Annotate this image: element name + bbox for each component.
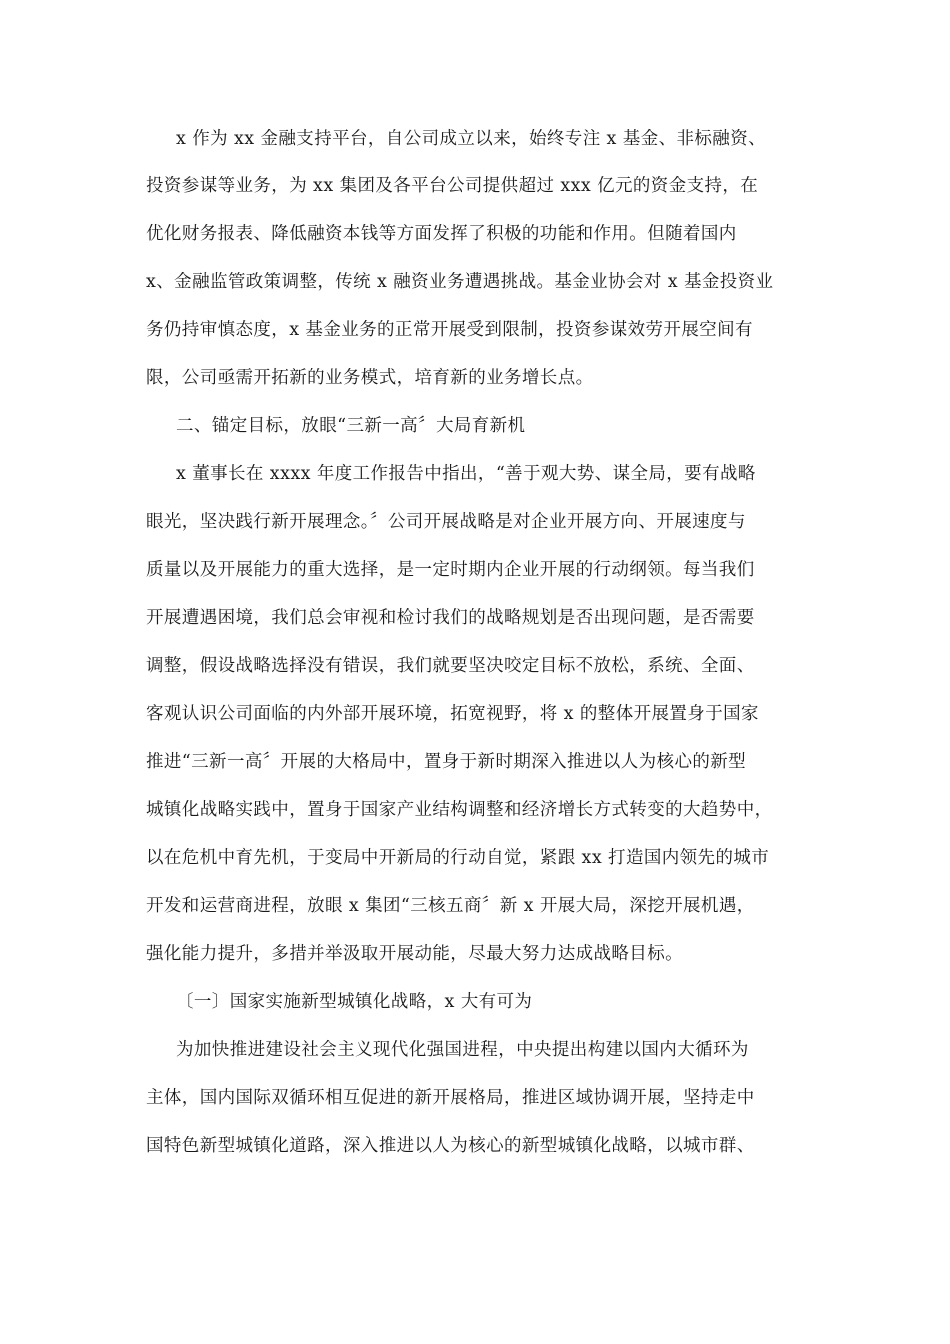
paragraph-line: 质量以及开展能力的重大选择，是一定时期内企业开展的行动纲领。每当我们 [146,560,755,580]
paragraph-line: 开发和运营商进程，放眼 x 集团“三核五商〞新 x 开展大局，深挖开展机遇， [146,896,755,916]
paragraph-line: 限，公司亟需开拓新的业务模式，培育新的业务增长点。 [146,368,594,388]
paragraph-line: 国特色新型城镇化道路，深入推进以人为核心的新型城镇化战略，以城市群、 [146,1136,755,1156]
section-heading: 二、锚定目标，放眼“三新一高〞大局育新机 [176,416,526,436]
paragraph-line: x 作为 xx 金融支持平台，自公司成立以来，始终专注 x 基金、非标融资、 [176,129,766,149]
paragraph-line: x 董事长在 xxxx 年度工作报告中指出，“善于观大势、谋全局，要有战略 [176,464,756,484]
paragraph-line: 为加快推进建设社会主义现代化强国进程，中央提出构建以国内大循环为 [176,1040,749,1060]
paragraph-line: 以在危机中育先机，于变局中开新局的行动自觉，紧跟 xx 打造国内领先的城市 [146,848,770,868]
paragraph-line: 强化能力提升，多措并举汲取开展动能，尽最大努力达成战略目标。 [146,944,683,964]
paragraph-line: 客观认识公司面临的内外部开展环境，拓宽视野，将 x 的整体开展置身于国家 [146,704,759,724]
paragraph-line: 开展遭遇困境，我们总会审视和检讨我们的战略规划是否出现问题，是否需要 [146,608,755,628]
subsection-heading: 〔一〕国家实施新型城镇化战略，x 大有可为 [176,992,533,1012]
paragraph-line: 城镇化战略实践中，置身于国家产业结构调整和经济增长方式转变的大趋势中， [146,800,773,820]
paragraph-line: 推进“三新一高〞开展的大格局中，置身于新时期深入推进以人为核心的新型 [146,752,747,772]
paragraph-line: 调整，假设战略选择没有错误，我们就要坚决咬定目标不放松，系统、全面、 [146,656,755,676]
paragraph-line: x、金融监管政策调整，传统 x 融资业务遭遇挑战。基金业协会对 x 基金投资业 [146,272,774,292]
paragraph-line: 优化财务报表、降低融资本钱等方面发挥了积极的功能和作用。但随着国内 [146,224,737,244]
paragraph-line: 务仍持审慎态度，x 基金业务的正常开展受到限制，投资参谋效劳开展空间有 [146,320,753,340]
paragraph-line: 投资参谋等业务，为 xx 集团及各平台公司提供超过 xxx 亿元的资金支持，在 [146,176,759,196]
paragraph-line: 眼光，坚决践行新开展理念。〞公司开展战略是对企业开展方向、开展速度与 [146,512,746,532]
paragraph-line: 主体，国内国际双循环相互促进的新开展格局，推进区域协调开展，坚持走中 [146,1088,755,1108]
